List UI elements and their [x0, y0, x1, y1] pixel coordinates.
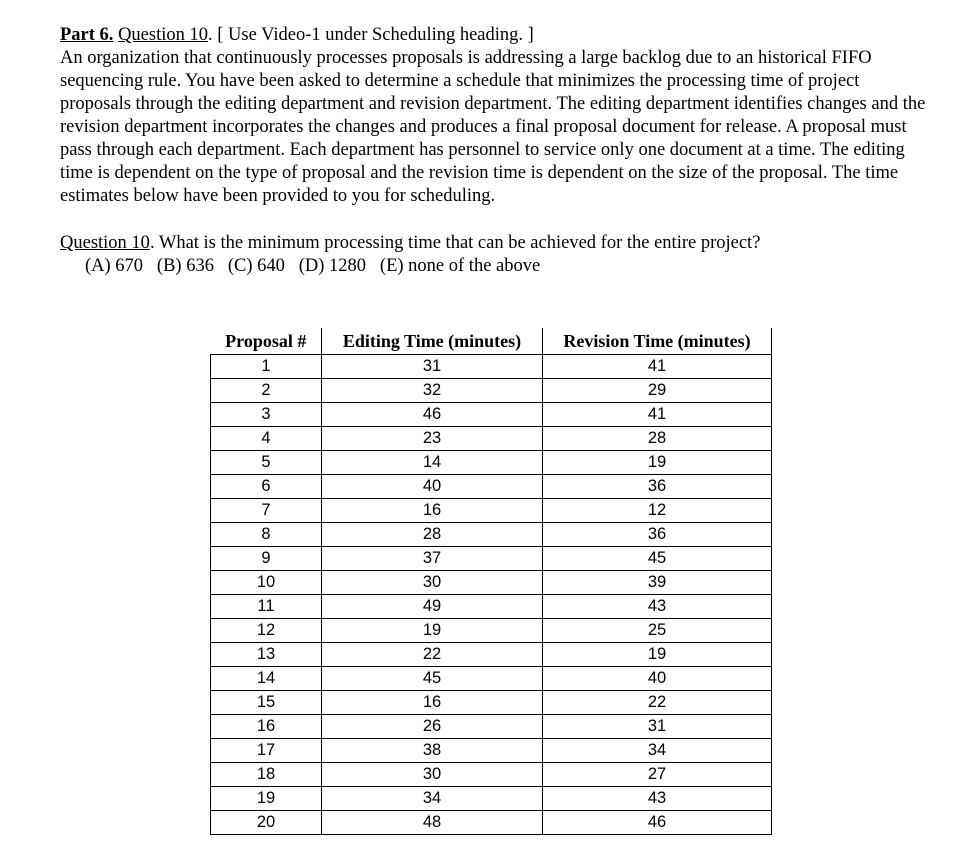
cell-proposal: 11 — [211, 595, 322, 619]
question-text: . What is the minimum processing time that can be achieved for the entire project? — [149, 233, 761, 253]
table-row — [211, 355, 772, 379]
table-row — [211, 379, 772, 403]
cell-proposal: 18 — [211, 763, 322, 787]
cell-proposal: 15 — [211, 691, 322, 715]
table-row — [211, 811, 772, 835]
cell-editing-time: 40 — [322, 475, 543, 499]
cell-editing-time: 22 — [322, 643, 543, 667]
cell-revision-time: 19 — [543, 643, 772, 667]
question-ref: Question 10 — [118, 25, 208, 45]
cell-editing-time: 30 — [322, 571, 543, 595]
table-row — [211, 571, 772, 595]
cell-editing-time: 30 — [322, 763, 543, 787]
cell-revision-time: 46 — [543, 811, 772, 835]
table-row — [211, 667, 772, 691]
cell-editing-time: 23 — [322, 427, 543, 451]
table-row — [211, 715, 772, 739]
table-row — [211, 427, 772, 451]
cell-editing-time: 19 — [322, 619, 543, 643]
cell-editing-time: 49 — [322, 595, 543, 619]
heading-rest: . [ Use Video-1 under Scheduling heading. ] — [208, 25, 534, 45]
table-row — [211, 523, 772, 547]
cell-revision-time: 40 — [543, 667, 772, 691]
table-row — [211, 739, 772, 763]
cell-revision-time: 29 — [543, 379, 772, 403]
table-body — [211, 355, 772, 835]
cell-revision-time: 25 — [543, 619, 772, 643]
cell-revision-time: 19 — [543, 451, 772, 475]
cell-editing-time: 16 — [322, 499, 543, 523]
cell-editing-time: 31 — [322, 355, 543, 379]
table-row — [211, 451, 772, 475]
cell-revision-time: 27 — [543, 763, 772, 787]
cell-proposal: 17 — [211, 739, 322, 763]
table-row — [211, 619, 772, 643]
cell-editing-time: 45 — [322, 667, 543, 691]
header-proposal: Proposal # — [211, 328, 322, 355]
table-row — [211, 403, 772, 427]
cell-proposal: 12 — [211, 619, 322, 643]
cell-revision-time: 41 — [543, 403, 772, 427]
question-label: Question 10 — [60, 233, 150, 253]
table-row — [211, 691, 772, 715]
table-row — [211, 499, 772, 523]
cell-revision-time: 28 — [543, 427, 772, 451]
part-label: Part 6. — [60, 25, 114, 45]
cell-proposal: 9 — [211, 547, 322, 571]
problem-description: An organization that continuously processes proposals is addressing a large backlog due to an historical FIFO sequencing rule. You have been asked to determine a schedule that minimizes the processing time of project proposals through the editing department and revision department. The editing department identifies changes and the revision department incorporates the changes and produces a final proposal document for release. A proposal must pass through each department. Each department has personnel to service only one document at a time. The editing time is dependent on the type of proposal and the revision time is dependent on the size of the proposal. The time estimates below have been provided to you for scheduling. — [60, 48, 926, 206]
cell-editing-time: 28 — [322, 523, 543, 547]
cell-editing-time: 32 — [322, 379, 543, 403]
cell-proposal: 5 — [211, 451, 322, 475]
cell-proposal: 8 — [211, 523, 322, 547]
cell-proposal: 7 — [211, 499, 322, 523]
table-row — [211, 547, 772, 571]
cell-editing-time: 14 — [322, 451, 543, 475]
cell-proposal: 10 — [211, 571, 322, 595]
table-row — [211, 787, 772, 811]
cell-revision-time: 45 — [543, 547, 772, 571]
cell-proposal: 4 — [211, 427, 322, 451]
proposal-times-table — [210, 328, 772, 835]
answer-choices: (A) 670 (B) 636 (C) 640 (D) 1280 (E) none of the above — [85, 256, 541, 276]
question-block — [60, 232, 930, 278]
table-row — [211, 763, 772, 787]
cell-revision-time: 22 — [543, 691, 772, 715]
table-row — [211, 643, 772, 667]
cell-proposal: 13 — [211, 643, 322, 667]
header-editing-time: Editing Time (minutes) — [322, 328, 543, 355]
cell-editing-time: 48 — [322, 811, 543, 835]
cell-revision-time: 43 — [543, 787, 772, 811]
cell-proposal: 14 — [211, 667, 322, 691]
cell-revision-time: 36 — [543, 475, 772, 499]
cell-revision-time: 31 — [543, 715, 772, 739]
table-row — [211, 595, 772, 619]
cell-proposal: 19 — [211, 787, 322, 811]
table-header-row — [211, 328, 772, 355]
question-line — [60, 232, 930, 255]
cell-editing-time: 37 — [322, 547, 543, 571]
document-body — [60, 24, 930, 278]
header-revision-time: Revision Time (minutes) — [543, 328, 772, 355]
cell-proposal: 1 — [211, 355, 322, 379]
cell-revision-time: 41 — [543, 355, 772, 379]
cell-proposal: 3 — [211, 403, 322, 427]
cell-revision-time: 34 — [543, 739, 772, 763]
cell-editing-time: 38 — [322, 739, 543, 763]
cell-proposal: 6 — [211, 475, 322, 499]
cell-revision-time: 12 — [543, 499, 772, 523]
cell-revision-time: 39 — [543, 571, 772, 595]
cell-editing-time: 26 — [322, 715, 543, 739]
cell-editing-time: 16 — [322, 691, 543, 715]
heading-line — [60, 24, 930, 47]
cell-editing-time: 46 — [322, 403, 543, 427]
cell-proposal: 20 — [211, 811, 322, 835]
cell-editing-time: 34 — [322, 787, 543, 811]
cell-proposal: 16 — [211, 715, 322, 739]
cell-proposal: 2 — [211, 379, 322, 403]
cell-revision-time: 36 — [543, 523, 772, 547]
cell-revision-time: 43 — [543, 595, 772, 619]
table-row — [211, 475, 772, 499]
